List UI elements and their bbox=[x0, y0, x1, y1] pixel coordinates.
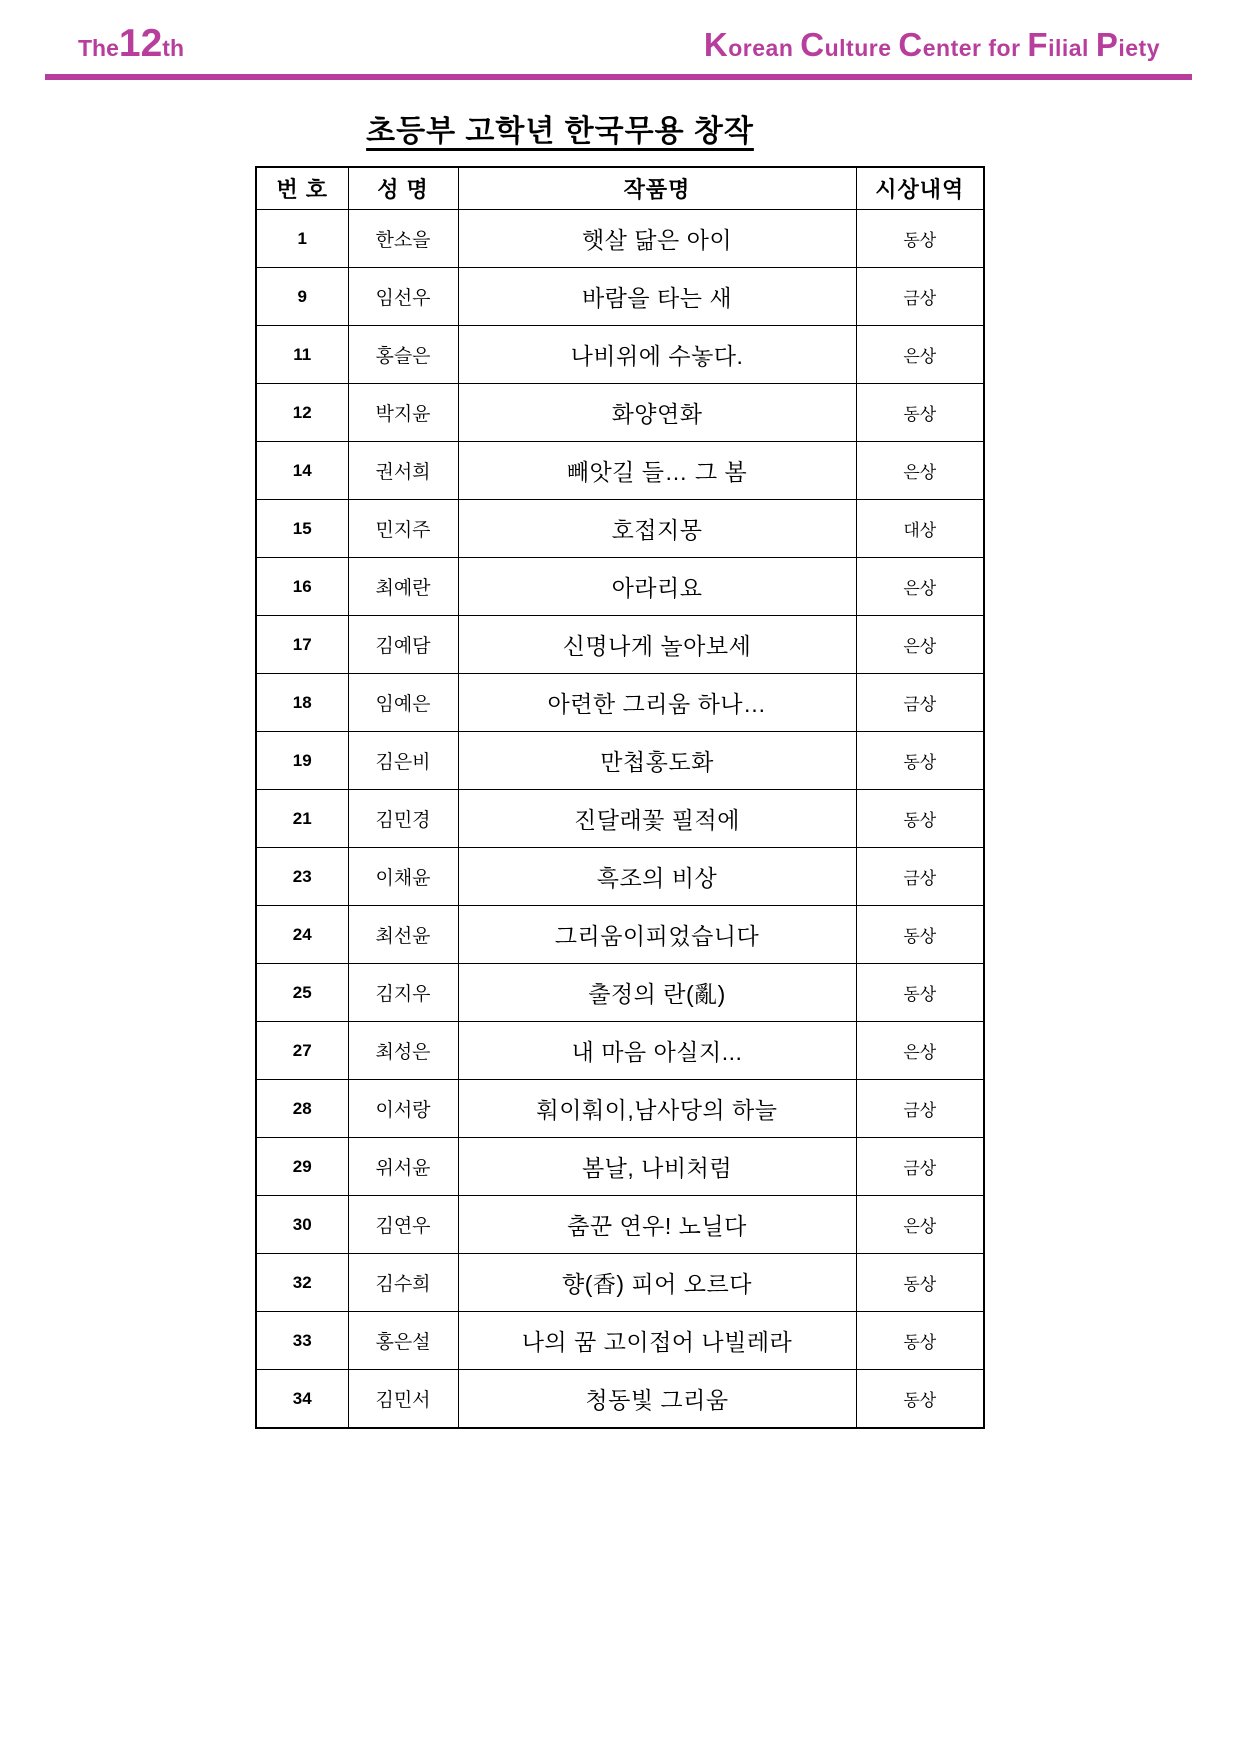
cell-work: 진달래꽃 필적에 bbox=[458, 790, 856, 848]
table-row bbox=[256, 1022, 984, 1080]
results-table bbox=[255, 166, 985, 1429]
table-row bbox=[256, 1080, 984, 1138]
cell-work: 출정의 란(亂) bbox=[458, 964, 856, 1022]
cell-award: 동상 bbox=[856, 210, 984, 268]
cell-work: 햇살 닮은 아이 bbox=[458, 210, 856, 268]
cell-name: 최예란 bbox=[348, 558, 458, 616]
cell-work: 만첩홍도화 bbox=[458, 732, 856, 790]
cell-no: 9 bbox=[256, 268, 348, 326]
cell-work: 춤꾼 연우! 노닐다 bbox=[458, 1196, 856, 1254]
cell-award: 동상 bbox=[856, 1370, 984, 1429]
cell-name: 김지우 bbox=[348, 964, 458, 1022]
document-title-wrap bbox=[0, 106, 1120, 150]
cell-name: 홍은설 bbox=[348, 1312, 458, 1370]
table-row bbox=[256, 1312, 984, 1370]
cell-award: 동상 bbox=[856, 790, 984, 848]
table-header-row bbox=[256, 167, 984, 210]
cell-award: 동상 bbox=[856, 906, 984, 964]
table-row bbox=[256, 964, 984, 1022]
cell-work: 나의 꿈 고이접어 나빌레라 bbox=[458, 1312, 856, 1370]
cell-award: 금상 bbox=[856, 268, 984, 326]
organization-title: Korean Culture Center for Filial Piety bbox=[703, 26, 1160, 63]
table-row bbox=[256, 1196, 984, 1254]
header-divider-rule bbox=[45, 74, 1192, 80]
column-header-number: 번 호 bbox=[256, 167, 348, 210]
table-row bbox=[256, 790, 984, 848]
page-header bbox=[0, 0, 1240, 66]
cell-name: 임선우 bbox=[348, 268, 458, 326]
cell-award: 은상 bbox=[856, 558, 984, 616]
cell-no: 18 bbox=[256, 674, 348, 732]
table-row bbox=[256, 384, 984, 442]
cell-name: 권서희 bbox=[348, 442, 458, 500]
cell-work: 신명나게 놀아보세 bbox=[458, 616, 856, 674]
cell-no: 29 bbox=[256, 1138, 348, 1196]
cell-name: 김예담 bbox=[348, 616, 458, 674]
cell-name: 한소을 bbox=[348, 210, 458, 268]
cell-no: 19 bbox=[256, 732, 348, 790]
cell-award: 은상 bbox=[856, 616, 984, 674]
org-title-capital: P bbox=[1095, 26, 1119, 63]
cell-name: 김민경 bbox=[348, 790, 458, 848]
cell-award: 금상 bbox=[856, 1080, 984, 1138]
table-row bbox=[256, 906, 984, 964]
cell-award: 동상 bbox=[856, 1254, 984, 1312]
cell-no: 14 bbox=[256, 442, 348, 500]
table-row bbox=[256, 558, 984, 616]
cell-name: 임예은 bbox=[348, 674, 458, 732]
column-header-award: 시상내역 bbox=[856, 167, 984, 210]
cell-name: 이채윤 bbox=[348, 848, 458, 906]
cell-no: 34 bbox=[256, 1370, 348, 1429]
document-title: 초등부 고학년 한국무용 창작 bbox=[366, 115, 754, 148]
cell-no: 16 bbox=[256, 558, 348, 616]
cell-no: 1 bbox=[256, 210, 348, 268]
cell-no: 28 bbox=[256, 1080, 348, 1138]
cell-work: 청동빛 그리움 bbox=[458, 1370, 856, 1429]
cell-no: 27 bbox=[256, 1022, 348, 1080]
column-header-name: 성 명 bbox=[348, 167, 458, 210]
cell-name: 위서윤 bbox=[348, 1138, 458, 1196]
cell-no: 30 bbox=[256, 1196, 348, 1254]
cell-work: 내 마음 아실지... bbox=[458, 1022, 856, 1080]
cell-name: 김은비 bbox=[348, 732, 458, 790]
cell-work: 나비위에 수놓다. bbox=[458, 326, 856, 384]
cell-award: 동상 bbox=[856, 384, 984, 442]
cell-work: 흑조의 비상 bbox=[458, 848, 856, 906]
edition-post: th bbox=[162, 35, 184, 61]
edition-label bbox=[78, 22, 184, 66]
cell-award: 금상 bbox=[856, 1138, 984, 1196]
table-row bbox=[256, 732, 984, 790]
cell-no: 33 bbox=[256, 1312, 348, 1370]
cell-award: 은상 bbox=[856, 326, 984, 384]
cell-no: 12 bbox=[256, 384, 348, 442]
table-row bbox=[256, 442, 984, 500]
table-row bbox=[256, 1138, 984, 1196]
cell-name: 김수희 bbox=[348, 1254, 458, 1312]
cell-work: 호접지몽 bbox=[458, 500, 856, 558]
cell-no: 21 bbox=[256, 790, 348, 848]
table-row bbox=[256, 326, 984, 384]
cell-name: 최성은 bbox=[348, 1022, 458, 1080]
cell-award: 금상 bbox=[856, 674, 984, 732]
cell-award: 동상 bbox=[856, 1312, 984, 1370]
cell-work: 그리움이피었습니다 bbox=[458, 906, 856, 964]
cell-award: 동상 bbox=[856, 964, 984, 1022]
cell-name: 김민서 bbox=[348, 1370, 458, 1429]
org-title-capital: C bbox=[800, 26, 825, 63]
edition-pre: The bbox=[78, 35, 119, 61]
cell-work: 봄날, 나비처럼 bbox=[458, 1138, 856, 1196]
column-header-work: 작품명 bbox=[458, 167, 856, 210]
cell-work: 아라리요 bbox=[458, 558, 856, 616]
org-title-capital: F bbox=[1027, 26, 1049, 63]
cell-name: 박지윤 bbox=[348, 384, 458, 442]
table-row bbox=[256, 1370, 984, 1429]
cell-work: 바람을 타는 새 bbox=[458, 268, 856, 326]
table-row bbox=[256, 1254, 984, 1312]
edition-number: 12 bbox=[118, 22, 163, 65]
cell-award: 은상 bbox=[856, 442, 984, 500]
cell-name: 민지주 bbox=[348, 500, 458, 558]
table-row bbox=[256, 268, 984, 326]
results-table-body bbox=[256, 210, 984, 1429]
cell-award: 금상 bbox=[856, 848, 984, 906]
cell-work: 화양연화 bbox=[458, 384, 856, 442]
cell-award: 대상 bbox=[856, 500, 984, 558]
cell-work: 향(香) 피어 오르다 bbox=[458, 1254, 856, 1312]
cell-award: 은상 bbox=[856, 1196, 984, 1254]
cell-no: 25 bbox=[256, 964, 348, 1022]
cell-name: 최선윤 bbox=[348, 906, 458, 964]
cell-award: 은상 bbox=[856, 1022, 984, 1080]
cell-work: 빼앗길 들… 그 봄 bbox=[458, 442, 856, 500]
cell-name: 이서랑 bbox=[348, 1080, 458, 1138]
cell-no: 17 bbox=[256, 616, 348, 674]
table-row bbox=[256, 674, 984, 732]
cell-no: 32 bbox=[256, 1254, 348, 1312]
cell-no: 23 bbox=[256, 848, 348, 906]
results-table-wrap bbox=[255, 166, 1240, 1429]
cell-no: 24 bbox=[256, 906, 348, 964]
org-title-capital: C bbox=[898, 26, 923, 63]
table-row bbox=[256, 500, 984, 558]
cell-work: 훠이훠이,남사당의 하늘 bbox=[458, 1080, 856, 1138]
cell-no: 15 bbox=[256, 500, 348, 558]
table-row bbox=[256, 848, 984, 906]
cell-name: 홍슬은 bbox=[348, 326, 458, 384]
org-title-capital: K bbox=[703, 26, 729, 63]
cell-no: 11 bbox=[256, 326, 348, 384]
table-row bbox=[256, 210, 984, 268]
cell-name: 김연우 bbox=[348, 1196, 458, 1254]
cell-award: 동상 bbox=[856, 732, 984, 790]
table-row bbox=[256, 616, 984, 674]
cell-work: 아련한 그리움 하나… bbox=[458, 674, 856, 732]
